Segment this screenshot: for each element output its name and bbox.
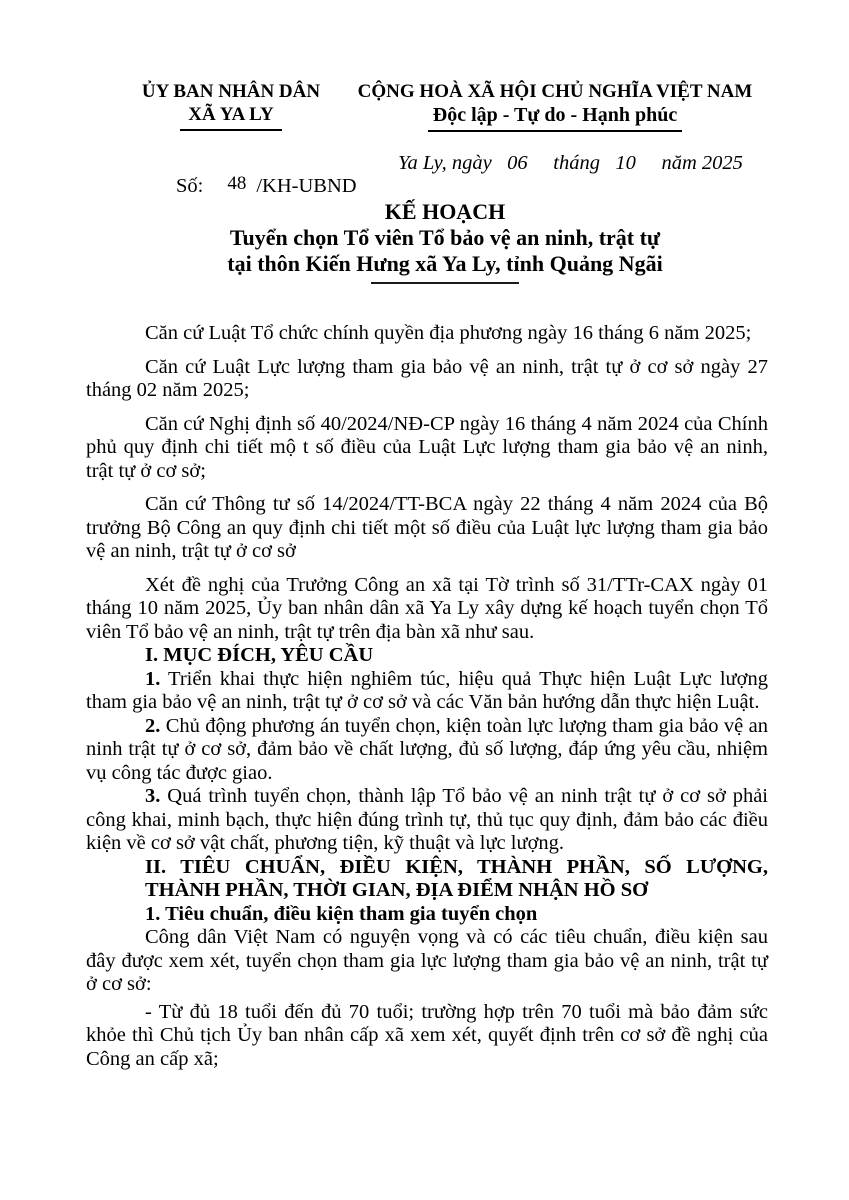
document-date: Ya Ly, ngày 06 tháng 10 năm 2025 (398, 152, 743, 174)
criteria-age-paragraph: - Từ đủ 18 tuổi đến đủ 70 tuổi; trường hợp trên 70 tuổi mà bảo đảm sức khỏe thì Chủ tịch Ủy ban nhân cấp xã xem xét, quyết định trên cơ sở đề nghị của Công an cấp xã; (86, 1000, 768, 1070)
numbered-paragraph-2 (86, 715, 768, 786)
citation-paragraph: Căn cứ Thông tư số 14/2024/TT-BCA ngày 22 tháng 4 năm 2024 của Bộ trưởng Bộ Công an quy định chi tiết một số điều của Luật lực lượng tham gia bảo vệ an ninh, trật tự ở cơ sở (86, 493, 768, 562)
document-number-suffix: /KH-UBND (256, 175, 357, 197)
item-number: 1. (145, 667, 161, 690)
document-title-subject: Tuyển chọn Tổ viên Tổ bảo vệ an ninh, trật tự (229, 225, 661, 250)
document-number-value: 48 (227, 173, 247, 194)
numbered-paragraph-3 (86, 785, 768, 856)
document-meta-row (86, 152, 768, 197)
item-text: Quá trình tuyển chọn, thành lập Tổ bảo vệ an ninh trật tự ở cơ sở phải công khai, minh bạch, thực hiện đúng trình tự, thủ tục quy định, đảm bảo các điều kiện về cơ sở vật chất, phương tiện, kỹ thuật và lực lượng. (86, 785, 768, 854)
section-2-sub1-heading: 1. Tiêu chuẩn, điều kiện tham gia tuyển chọn (145, 902, 538, 925)
issuing-authority-block (111, 80, 351, 131)
document-number (135, 152, 357, 221)
citation-paragraph: Căn cứ Nghị định số 40/2024/NĐ-CP ngày 16 tháng 4 năm 2024 của Chính phủ quy định chi tiết mộ t số điều của Luật Lực lượng tham gia bảo vệ an ninh, trật tự ở cơ sở; (86, 412, 768, 482)
section-1-heading: I. MỤC ĐÍCH, YÊU CẦU (145, 644, 374, 666)
item-number: 2. (145, 714, 161, 737)
citation-paragraph: Căn cứ Luật Lực lượng tham gia bảo vệ an ninh, trật tự ở cơ sở ngày 27 tháng 02 năm 2025; (86, 355, 768, 401)
item-text: Chủ động phương án tuyển chọn, kiện toàn lực lượng tham gia bảo vệ an ninh trật tự ở cơ sở, đảm bảo về chất lượng, đủ số lượng, đáp ứng yêu cầu, nhiệm vụ công tác được giao. (86, 714, 768, 784)
numbered-paragraph-1 (86, 668, 768, 715)
issuing-authority-name: ỦY BAN NHÂN DÂN (141, 81, 321, 102)
document-title-type: KẾ HOẠCH (384, 199, 506, 224)
document-title-location: tại thôn Kiến Hưng xã Ya Ly, tỉnh Quảng Ngãi (227, 251, 663, 276)
national-motto-line1: CỘNG HOÀ XÃ HỘI CHỦ NGHĨA VIỆT NAM (357, 81, 753, 102)
section-2-heading-line2: THÀNH PHẦN, THỜI GIAN, ĐỊA ĐIỂM NHẬN HỒ SƠ (145, 879, 649, 901)
national-motto-line2: Độc lập - Tự do - Hạnh phúc (428, 104, 682, 132)
issuing-authority-unit: XÃ YA LY (180, 104, 282, 131)
citation-paragraph: Căn cứ Luật Tổ chức chính quyền địa phương ngày 16 tháng 6 năm 2025; (145, 322, 752, 344)
proposal-paragraph: Xét đề nghị của Trưởng Công an xã tại Tờ trình số 31/TTr-CAX ngày 01 tháng 10 năm 2025, Ủy ban nhân dân xã Ya Ly xây dựng kế hoạch tuyển chọn Tổ viên Tổ bảo vệ an ninh, trật tự trên địa bàn xã như sau. (86, 573, 768, 643)
document-header (86, 80, 768, 132)
section-2-heading-line1: II. TIÊU CHUẨN, ĐIỀU KIỆN, THÀNH PHẦN, SỐ LƯỢNG, (145, 855, 768, 878)
document-body (86, 322, 768, 1071)
item-text: Triển khai thực hiện nghiêm túc, hiệu quả Thực hiện Luật Lực lượng tham gia bảo vệ an ninh, trật tự ở cơ sở và các Văn bản hướng dẫn thực hiện Luật. (86, 667, 768, 713)
title-separator-line (371, 282, 519, 284)
criteria-intro-paragraph: Công dân Việt Nam có nguyện vọng và có các tiêu chuẩn, điều kiện sau đây được xem xét, tuyển chọn tham gia lực lượng tham gia bảo vệ an ninh, trật tự ở cơ sở: (86, 926, 768, 995)
item-number: 3. (145, 785, 161, 807)
national-header-block (355, 80, 755, 132)
document-number-label: Số: (176, 175, 204, 197)
